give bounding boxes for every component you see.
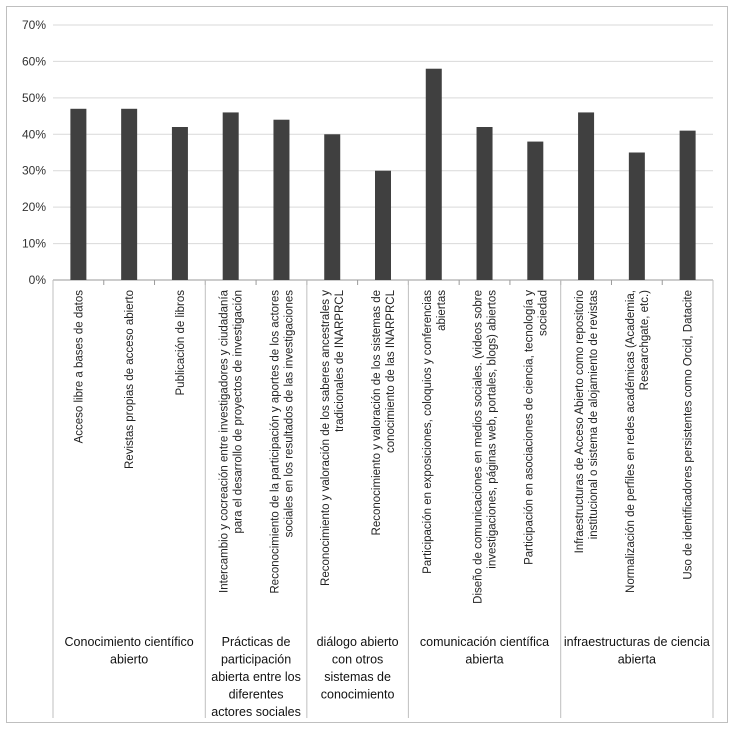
y-tick-label: 60%	[21, 54, 46, 69]
category-label: Revistas propias de acceso abierto	[124, 290, 137, 469]
group-label: Conocimiento científico	[64, 635, 194, 649]
group-label: abierto	[110, 652, 149, 667]
y-tick-label: 30%	[21, 163, 46, 178]
category-label: Participación en exposiciones, coloquios y conferencias	[421, 290, 434, 574]
group-label: comunicación científica	[419, 635, 550, 649]
category-label: conocimiento de las INARPRCL	[385, 290, 397, 453]
category-label: Reconocimiento y valoración de los sistemas de	[371, 290, 383, 536]
group-label: Prácticas de	[221, 635, 291, 649]
group-label: abierta	[617, 652, 656, 667]
category-label: Acceso libre a bases de datos	[73, 290, 86, 444]
category-label: para el desarrollo de proyectos de investigación	[232, 290, 245, 534]
y-tick-label: 0%	[28, 273, 46, 287]
category-label: Participación en asociaciones de ciencia, tecnología y	[523, 290, 536, 565]
group-label: actores sociales	[211, 705, 301, 719]
bar	[223, 112, 239, 280]
category-label: Uso de identificadores persistentes como Orcid, Datacite	[682, 290, 695, 580]
group-label: abierta entre los	[211, 670, 301, 684]
group-label: diferentes	[228, 687, 284, 702]
category-label: abiertas	[435, 290, 448, 331]
bar	[172, 127, 188, 280]
y-tick-label: 20%	[21, 200, 46, 215]
bar	[578, 112, 594, 280]
group-label: sistemas de	[324, 670, 391, 684]
bar	[477, 127, 493, 280]
bar	[680, 131, 696, 280]
category-label: Infraestructuras de Acceso Abierto como repositorio	[574, 290, 587, 554]
category-label: Reconocimiento de la participación y aportes de los actores	[269, 290, 282, 594]
category-label: Diseño de comunicaciones en medios sociales. (videos sobre	[472, 290, 485, 604]
bar	[629, 153, 645, 281]
y-tick-label: 70%	[21, 18, 46, 32]
y-tick-label: 50%	[21, 90, 46, 105]
bar	[324, 134, 340, 280]
group-label: abierta	[465, 652, 504, 667]
bar	[273, 120, 289, 280]
bar	[375, 171, 391, 280]
bar	[121, 109, 137, 280]
group-label: participación	[220, 652, 292, 667]
category-label: institucional o sistema de alojamiento de revistas	[588, 290, 601, 540]
y-tick-label: 40%	[21, 127, 46, 142]
category-label: Publicación de libros	[174, 290, 187, 396]
category-label: Intercambio y cocreación entre investigadores y ciudadanía	[218, 290, 231, 594]
bar	[527, 142, 543, 280]
group-label: diálogo abierto	[316, 635, 399, 649]
category-label: sociedad	[537, 290, 550, 337]
group-label: con otros	[331, 652, 384, 667]
category-label: Reconocimiento y valoración de los saberes ancestrales y	[320, 290, 333, 586]
category-label: Normalización de perfiles en redes académicas (Academia,	[624, 290, 637, 593]
bar	[426, 69, 442, 280]
group-label: infraestructuras de ciencia	[563, 635, 710, 649]
category-label: Researchgate, etc.)	[638, 290, 651, 391]
y-tick-label: 10%	[21, 236, 46, 251]
category-label: sociales en los resultados de las investigaciones	[283, 290, 296, 538]
category-label: tradicionales de INARPRCL	[334, 290, 347, 432]
bar	[70, 109, 86, 280]
group-label: conocimiento	[320, 687, 395, 702]
category-label: investigaciones, páginas web, portales, blogs) abiertos	[486, 290, 499, 569]
